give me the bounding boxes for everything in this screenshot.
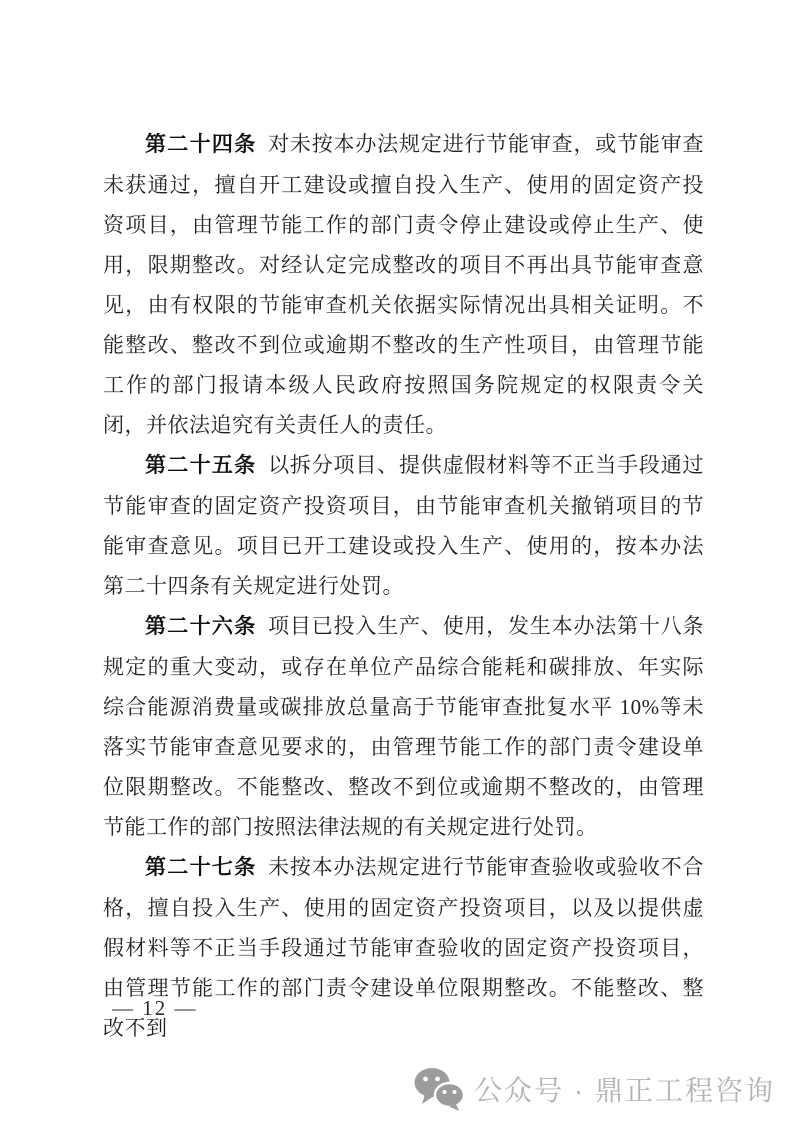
article-26-number: 第二十六条	[145, 615, 257, 638]
article-26-text: 项目已投入生产、使用，发生本办法第十八条规定的重大变动，或存在单位产品综合能耗和碳排放、年实际综合能源消费量或碳排放总量高于节能审查批复水平 10%等未落实节能审查意见要求的，由管理节能工作的部门责令建设单位限期整改。不能整改、整改不到位或逾期不整改的，由管理节能工作的部门按照法律法规的有关规定进行处罚。	[103, 614, 705, 839]
page-number: — 12 —	[112, 996, 198, 1020]
article-27-text: 未按本办法规定进行节能审查验收或验收不合格，擅自投入生产、使用的固定资产投资项目，以及以提供虚假材料等不正当手段通过节能审查验收的固定资产投资项目，由管理节能工作的部门责令建设单位限期整改。不能整改、整改不到	[103, 855, 705, 1040]
wechat-logo-icon	[413, 1067, 465, 1111]
paragraph-article-25	[103, 445, 704, 606]
paragraph-article-24	[103, 124, 704, 445]
document-body-text	[103, 124, 704, 1048]
wechat-watermark	[413, 1067, 775, 1111]
wechat-watermark-label: 公众号 · 鼎正工程咨询	[474, 1075, 775, 1106]
article-24-text: 对未按本办法规定进行节能审查，或节能审查未获通过，擅自开工建设或擅自投入生产、使用的固定资产投资项目，由管理节能工作的部门责令停止建设或停止生产、使用，限期整改。对经认定完成整改的项目不再出具节能审查意见，由有权限的节能审查机关依据实际情况出具相关证明。不能整改、整改不到位或逾期不整改的生产性项目，由管理节能工作的部门报请本级人民政府按照国务院规定的权限责令关闭，并依法追究有关责任人的责任。	[103, 132, 705, 437]
article-24-number: 第二十四条	[145, 133, 257, 156]
article-25-number: 第二十五条	[145, 454, 257, 477]
article-25-text: 以拆分项目、提供虚假材料等不正当手段通过节能审查的固定资产投资项目，由节能审查机关撤销项目的节能审查意见。项目已开工建设或投入生产、使用的，按本办法第二十四条有关规定进行处罚。	[103, 453, 705, 598]
paragraph-article-26	[103, 606, 704, 847]
article-27-number: 第二十七条	[145, 856, 257, 879]
